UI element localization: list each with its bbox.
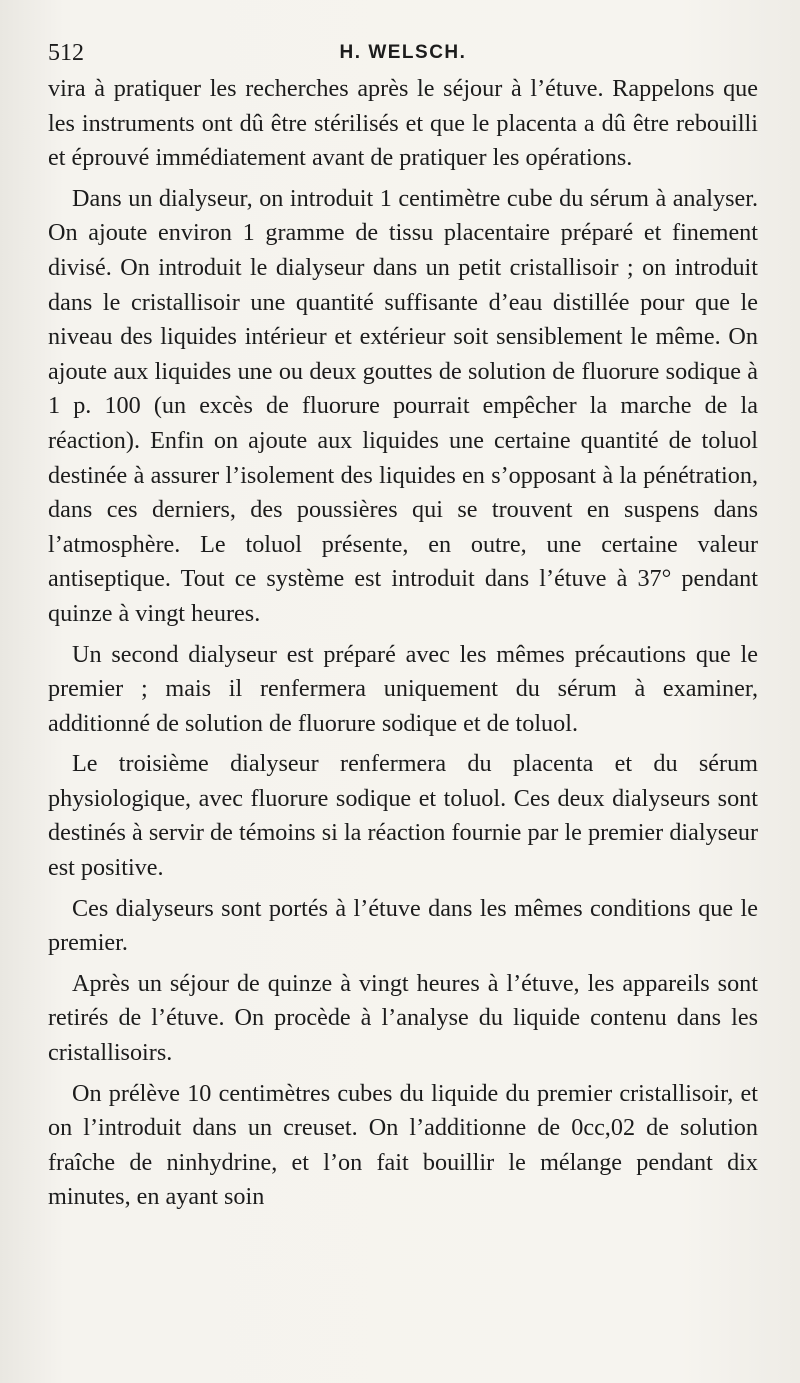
paragraph-dialyseur-procedure: Dans un dialyseur, on introduit 1 centimètre cube du sérum à analyser. On ajoute environ 1 gramme de tissu placentaire préparé et finement divisé. On introduit le dialyseur dans un petit cristallisoir ; on introduit dans le cristallisoir une quantité suffisante d’eau distillée pour que le niveau des liquides intérieur et extérieur soit sensiblement le même. On ajoute aux liquides une ou deux gouttes de solution de fluorure sodique à 1 p. 100 (un excès de fluorure pourrait empêcher la marche de la réaction). Enfin on ajoute aux liquides une certaine quantité de toluol destinée à assurer l’isolement des liquides en s’opposant à la pénétration, dans ces derniers, des poussières qui se trouvent en suspens dans l’atmosphère. Le toluol présente, en outre, une certaine valeur antiseptique. Tout ce système est introduit dans l’étuve à 37° pendant quinze à vingt heures. bbox=[48, 184, 758, 627]
body-text bbox=[48, 72, 758, 1215]
paragraph-ninhydrine: On prélève 10 centimètres cubes du liquide du premier cristallisoir, et on l’introduit dans un creuset. On l’additionne de 0cc,02 de solution fraîche de ninhydrine, et l’on fait bouillir le mélange pendant dix minutes, en ayant soin bbox=[48, 1079, 758, 1211]
running-head bbox=[48, 36, 758, 72]
header-title: H. WELSCH. bbox=[339, 42, 467, 63]
paragraph-after-sejour: Après un séjour de quinze à vingt heures à l’étuve, les appareils sont retirés de l’étuve. On procède à l’analyse du liquide contenu dans les cristallisoirs. bbox=[48, 969, 758, 1067]
paragraph-etuve-conditions: Ces dialyseurs sont portés à l’étuve dans les mêmes conditions que le premier. bbox=[48, 894, 758, 957]
paragraph-continuation: vira à pratiquer les recherches après le séjour à l’étuve. Rappelons que les instruments ont dû être stérilisés et que le placenta a dû être rebouilli et éprouvé immédiatement avant de pratiquer les opérations. bbox=[48, 75, 758, 172]
paragraph-second-dialyseur: Un second dialyseur est préparé avec les mêmes précautions que le premier ; mais il renfermera uniquement du sérum à examiner, additionné de solution de fluorure sodique et de toluol. bbox=[48, 640, 758, 737]
page-number: 512 bbox=[48, 40, 84, 66]
paragraph-third-dialyseur: Le troisième dialyseur renfermera du placenta et du sérum physiologique, avec fluorure sodique et toluol. Ces deux dialyseurs sont destinés à servir de témoins si la réaction fournie par le premier dialyseur est positive. bbox=[48, 750, 758, 882]
